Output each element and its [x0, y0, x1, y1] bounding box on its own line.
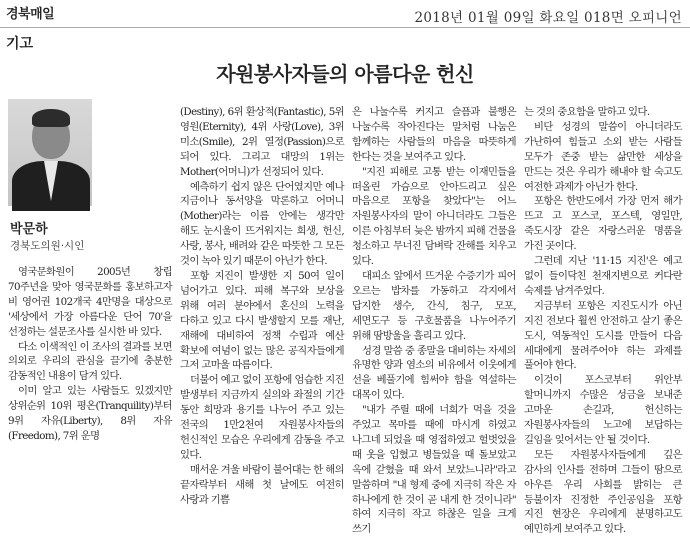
- article-column-3: [352, 105, 516, 536]
- paragraph: (Destiny), 6위 환상적(Fantastic), 5위 영원(Eternity), 4위 사랑(Love), 3위 미소(Smile), 2위 열정(Passion)으로 되어 있다. 그리고 대망의 1위는 Mother(어머니)가 선정되어 있다.: [180, 106, 344, 178]
- masthead-rule: [0, 27, 690, 28]
- paragraph: 영국문화원이 2005년 창립 70주년을 맞아 영국문화를 홍보하고자 비 영어권 102개국 4만명을 대상으로 '세상에서 가장 아름다운 단어 70'을 선정하는 설문조사를 실시한 바 있다.: [8, 266, 172, 338]
- paragraph: 모든 자원봉사자들에게 깊은 감사의 인사를 전하며 그들이 땀으로 아우른 우리 사회를 밝히는 큰 등불이자 진정한 주인공임을 포항 지진 현장은 우리에게 분명하고도 예민하게 보여주고 있다.: [524, 448, 682, 536]
- article-column-4: [524, 105, 682, 536]
- issue-date-line: 2018년 01월 09일 화요일 018면 오피니언: [414, 10, 682, 26]
- article-headline: 자원봉사자들의 아름다운 헌신: [216, 62, 474, 86]
- paragraph: 그런데 지난 '11·15 지진'은 예고 없이 들이닥친 천재지변으로 커다란 숙제를 남겨주었다.: [524, 255, 682, 297]
- author-photo: [8, 99, 92, 206]
- paragraph: 포항은 한반도에서 가장 먼저 해가 뜨고 고 포스코, 포스텍, 영일만, 죽도시장 같은 자랑스러운 명품을 가진 곳이다.: [524, 195, 682, 253]
- section-label: 기고: [6, 36, 34, 52]
- paragraph: "내가 주릴 때에 너희가 먹을 것을 주었고 목마를 때에 마시게 하였고 나그네 되었을 때 영접하였고 헐벗었을 때 옷을 입혔고 병들었을 때 돌보았고 옥에 갇혔을 때 와서 보았느니라"라고 말씀하며 "내 형제 중에 지극히 작은 자 하나에게 한 것이 곧 내게 한 것이니라" 하여 지극히 작고 하찮은 일을 크게 쓰기: [352, 404, 516, 536]
- paragraph: 성경 말씀 중 종말을 대비하는 자세의 유명한 양과 염소의 비유에서 이웃에게 선을 베풀기에 힘써야 함을 역설하는 대목이 있다.: [352, 344, 516, 402]
- paragraph: 매서운 겨울 바람이 불어대는 한 해의 끝자락부터 새해 첫 날에도 여전히 사랑과 기쁨: [180, 463, 344, 506]
- article-column-1: [8, 265, 172, 448]
- newspaper-name: 경북매일: [6, 7, 55, 22]
- paragraph: 대피소 앞에서 뜨거운 수증기가 피어 오르는 밥차를 가동하고 각지에서 답지한 생수, 간식, 침구, 모포, 세면도구 등 구호물품을 나누어주기 위해 땀방울을 흘리고 있다.: [352, 269, 516, 342]
- author-photo-hair: [32, 109, 70, 127]
- paragraph: 더불어 예고 없이 포항에 엄습한 지진 발생부터 지금까지 실의와 좌절의 기간 동안 희망과 용기를 나누어 주고 있는 전국의 1만2천여 자원봉사자들의 헌신적인 모습은 우리에게 감동을 주고 있다.: [180, 374, 344, 461]
- paragraph: 비단 성경의 말씀이 아니더라도 가난하여 힘들고 소외 받는 사람들 모두가 존중 받는 삶만한 세상을 만드는 것은 우리가 해내야 할 숙고도 여전한 과제가 아닌가 한다.: [524, 120, 682, 193]
- masthead: [0, 0, 690, 40]
- author-name: 박문하: [10, 222, 48, 237]
- paragraph: 는 것의 중요함을 말하고 있다.: [524, 106, 650, 118]
- paragraph: "지진 피해로 고통 받는 이재민들을 떠올린 가슴으로 안아드리고 싶은 마음으로 포항을 찾았다"는 어느 자원봉사자의 말이 아니더라도 그들은 이른 아침부터 늦은 밤까지 피해 건물을 청소하고 무너진 담벼락 잔해를 치우고 있다.: [352, 165, 516, 268]
- paragraph: 포항 지진이 발생한 지 50여 일이 넘어가고 있다. 피해 복구와 보상을 위해 여러 분야에서 혼신의 노력을 다하고 있고 다시 발생할지 모를 재난, 재해에 대비하여 정책 수립과 예산 확보에 여념이 없는 많은 공직자들에게 그저 고마울 따름이다.: [180, 269, 344, 372]
- paragraph: 은 나눌수록 커지고 슬픔과 불행은 나눌수록 작아진다는 말처럼 나눔은 함께하는 사람들의 마음을 따뜻하게 한다는 것을 보여주고 있다.: [352, 106, 516, 163]
- paragraph: 다소 이색적인 이 조사의 결과를 보면 의외로 우리의 관심을 끌기에 충분한 감동적인 내용이 담겨 있다.: [8, 340, 172, 383]
- paragraph: 이미 알고 있는 사람들도 있겠지만 상위순위 10위 평온(Tranquility)부터 9위 자유(Liberty), 8위 자유(Freedom), 7위 운명: [8, 385, 172, 442]
- paragraph: 이것이 포스코부터 위안부 할머니까지 수많은 성금을 보내준 고마운 손길과, 헌신하는 자원봉사자들의 노고에 보답하는 길임을 잊어서는 안 될 것이다.: [524, 374, 682, 446]
- paragraph: 예측하기 쉽지 않은 단어였지만 예나 지금이나 동서양을 막론하고 어머니(Mother)라는 이름 안에는 생각만 해도 눈시울이 뜨거워지는 희생, 헌신, 사랑, 봉사, 배려와 같은 따뜻한 그 모든 것이 녹아 있기 때문이 아닌가 한다.: [180, 180, 344, 268]
- author-title: 경북도의원·시인: [10, 240, 85, 252]
- paragraph: 지금부터 포항은 지진도시가 아닌 지진 전보다 훨씬 안전하고 살기 좋은 도시, 역동적인 도시를 만들어 다음 세대에게 물려주어야 하는 과제를 풀어야 한다.: [524, 299, 682, 372]
- article-column-2: [180, 105, 344, 506]
